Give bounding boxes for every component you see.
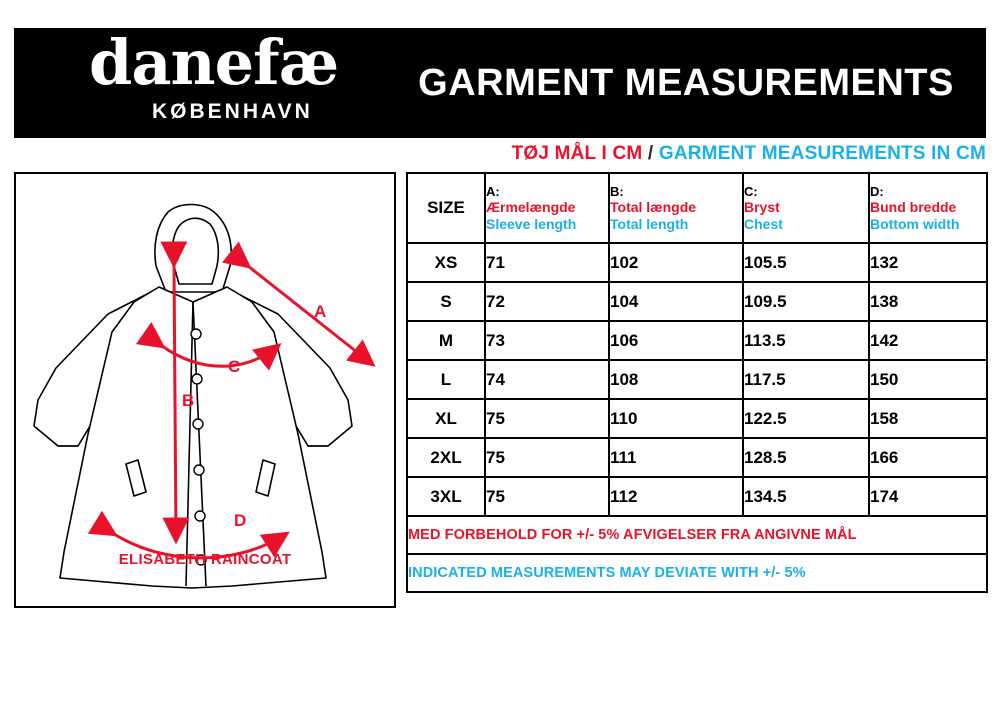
row-value-c: 117.5 bbox=[743, 360, 869, 399]
row-size: L bbox=[407, 360, 485, 399]
illustration-caption: ELISABETH RAINCOAT bbox=[118, 551, 292, 568]
row-value-b: 106 bbox=[609, 321, 743, 360]
row-value-a: 72 bbox=[485, 282, 609, 321]
header-bar bbox=[14, 28, 986, 138]
row-value-d: 174 bbox=[869, 477, 987, 516]
row-value-d: 142 bbox=[869, 321, 987, 360]
marker-a-label: A bbox=[314, 302, 327, 321]
table-row bbox=[407, 321, 987, 360]
row-value-a: 71 bbox=[485, 243, 609, 282]
note-danish: MED FORBEHOLD FOR +/- 5% AFVIGELSER FRA ANGIVNE MÅL bbox=[407, 516, 987, 554]
row-size: XS bbox=[407, 243, 485, 282]
row-value-d: 166 bbox=[869, 438, 987, 477]
header-col-d-english: Bottom width bbox=[870, 215, 960, 232]
header-col-b-english: Total length bbox=[610, 215, 689, 232]
row-value-b: 112 bbox=[609, 477, 743, 516]
table-header-row bbox=[407, 173, 987, 243]
row-value-c: 128.5 bbox=[743, 438, 869, 477]
header-col-b bbox=[609, 173, 743, 243]
header-col-a-danish: Ærmelængde bbox=[486, 199, 576, 216]
row-value-a: 74 bbox=[485, 360, 609, 399]
row-value-b: 104 bbox=[609, 282, 743, 321]
header-col-b-letter: B: bbox=[610, 183, 624, 199]
row-value-b: 110 bbox=[609, 399, 743, 438]
garment-illustration-panel bbox=[14, 172, 396, 608]
header-col-a-letter: A: bbox=[486, 183, 500, 199]
row-value-a: 73 bbox=[485, 321, 609, 360]
table-row bbox=[407, 243, 987, 282]
header-col-a bbox=[485, 173, 609, 243]
row-size: 2XL bbox=[407, 438, 485, 477]
row-value-d: 138 bbox=[869, 282, 987, 321]
subtitle-line bbox=[512, 143, 986, 165]
note-row-english bbox=[407, 554, 987, 592]
row-value-c: 109.5 bbox=[743, 282, 869, 321]
subtitle-separator: / bbox=[642, 143, 659, 164]
table-row bbox=[407, 282, 987, 321]
header-col-b-danish: Total længde bbox=[610, 199, 697, 216]
header-col-a-english: Sleeve length bbox=[486, 215, 577, 232]
row-size: S bbox=[407, 282, 485, 321]
row-size: XL bbox=[407, 399, 485, 438]
table-row bbox=[407, 360, 987, 399]
marker-d-label: D bbox=[234, 511, 247, 530]
row-value-a: 75 bbox=[485, 477, 609, 516]
row-value-b: 111 bbox=[609, 438, 743, 477]
brand-logo bbox=[14, 28, 404, 138]
row-value-a: 75 bbox=[485, 399, 609, 438]
row-value-c: 122.5 bbox=[743, 399, 869, 438]
header-col-d bbox=[869, 173, 987, 243]
measurements-table bbox=[406, 172, 988, 593]
row-value-b: 108 bbox=[609, 360, 743, 399]
row-value-d: 158 bbox=[869, 399, 987, 438]
header-size: SIZE bbox=[407, 173, 485, 243]
subtitle-danish: TØJ MÅL I CM bbox=[511, 143, 643, 164]
header-col-c-letter: C: bbox=[744, 183, 758, 199]
row-value-c: 113.5 bbox=[743, 321, 869, 360]
table-row bbox=[407, 477, 987, 516]
row-value-a: 75 bbox=[485, 438, 609, 477]
row-value-c: 134.5 bbox=[743, 477, 869, 516]
table-row bbox=[407, 438, 987, 477]
marker-c-label: C bbox=[228, 357, 241, 376]
note-row-danish bbox=[407, 516, 987, 554]
marker-b-label: B bbox=[182, 391, 195, 410]
raincoat-diagram bbox=[16, 174, 390, 602]
row-value-b: 102 bbox=[609, 243, 743, 282]
page-title: GARMENT MEASUREMENTS bbox=[418, 61, 954, 104]
brand-subtitle: KØBENHAVN bbox=[152, 100, 313, 123]
brand-name: danefæ bbox=[89, 26, 339, 99]
header-col-c bbox=[743, 173, 869, 243]
row-value-c: 105.5 bbox=[743, 243, 869, 282]
header-col-d-letter: D: bbox=[870, 183, 884, 199]
header-col-c-danish: Bryst bbox=[744, 199, 780, 216]
header-col-d-danish: Bund bredde bbox=[870, 199, 957, 216]
measurements-table-wrapper bbox=[406, 172, 986, 593]
row-size: M bbox=[407, 321, 485, 360]
row-value-d: 150 bbox=[869, 360, 987, 399]
row-value-d: 132 bbox=[869, 243, 987, 282]
note-english: INDICATED MEASUREMENTS MAY DEVIATE WITH +/- 5% bbox=[407, 554, 987, 592]
subtitle-english: GARMENT MEASUREMENTS IN CM bbox=[658, 143, 986, 164]
header-col-c-english: Chest bbox=[744, 215, 783, 232]
table-row bbox=[407, 399, 987, 438]
row-size: 3XL bbox=[407, 477, 485, 516]
